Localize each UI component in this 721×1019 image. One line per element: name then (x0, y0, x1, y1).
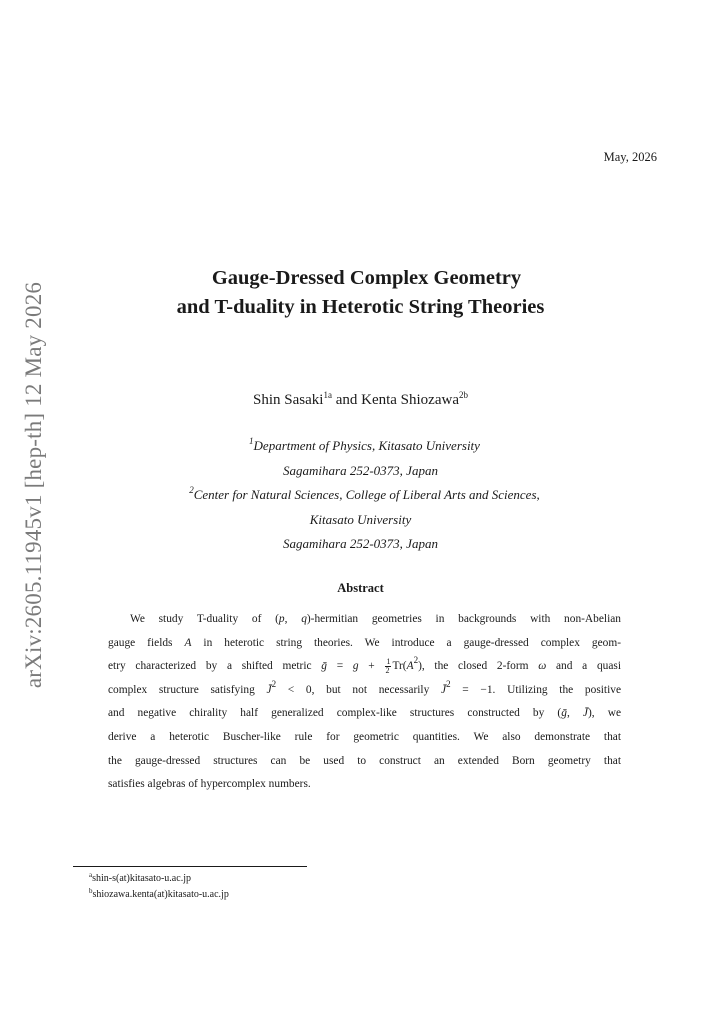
abstract-body (108, 608, 621, 797)
paper-title (0, 264, 721, 322)
fraction: $\frac{1}{2}$ (385, 657, 391, 676)
abstract-heading: Abstract (337, 581, 384, 595)
abstract-line: and negative chirality half generalized complex-like structures constructed by (ḡ, J̄), we (108, 707, 622, 720)
abstract-line: derive a heterotic Buscher-like rule for geometric quantities. We also demonstrate that (108, 730, 621, 743)
abstract-line: etry characterized by a shifted metric ḡ = g + $\frac{1}{2}$ $Tr(A^2)$, the closed 2-form ω and a quasi (108, 655, 621, 676)
author-1: Shin Sasaki (253, 392, 324, 408)
abstract-line: gauge fields A in heterotic string theories. We introduce a gauge-dressed complex geom- (108, 636, 622, 649)
affiliation-1-address: Sagamihara 252-0373, Japan (283, 462, 438, 478)
title-line-2: and T-duality in Heterotic String Theories (176, 296, 545, 318)
affiliations (0, 434, 721, 557)
abstract-line: complex structure satisfying J̄$^2$ < 0, but not necessarily J̄$^2$ = −1. Utilizing the positive (108, 678, 622, 696)
abstract-line: the gauge-dressed structures can be used to construct an extended Born geometry that (108, 754, 621, 767)
affiliation-1 (0, 434, 721, 459)
affiliation-2-dept: Center for Natural Sciences, College of Liberal Arts and Sciences, (193, 487, 540, 502)
affiliation-1-dept: Department of Physics, Kitasato University (253, 438, 480, 453)
date: May, 2026 (603, 150, 657, 164)
affiliation-2-university: Kitasato University (309, 511, 412, 527)
author-connector: and (331, 392, 362, 408)
footnote-a-email: shin-s(at)kitasato-u.ac.jp (92, 873, 191, 884)
footnotes (89, 871, 229, 902)
author-list (0, 392, 721, 409)
author-2: Kenta Shiozawa (361, 392, 459, 408)
affiliation-2-mark: 2 (189, 485, 194, 495)
abstract-line: satisfies algebras of hypercomplex numbers. (108, 778, 311, 791)
author-1-mark: 1a (323, 390, 332, 400)
affiliation-1-mark: 1 (249, 436, 254, 446)
title-line-1: Gauge-Dressed Complex Geometry (211, 267, 522, 289)
affiliation-2 (0, 483, 721, 508)
author-2-mark: 2b (459, 390, 468, 400)
footnote-b: $^b$shiozawa.kenta(at)kitasato-u.ac.jp (89, 886, 229, 900)
affiliation-2-address: Sagamihara 252-0373, Japan (283, 536, 438, 551)
abstract-line: We study T-duality of (p, q)-hermitian geometries in backgrounds with non-Abelian (130, 613, 621, 625)
footnote-a: $^a$shin-s(at)kitasato-u.ac.jp (89, 871, 191, 884)
footnote-rule (73, 866, 307, 867)
arxiv-identifier: arXiv:2605.11945v1 [hep-th] 12 May 2026 (21, 281, 47, 689)
footnote-b-email: shiozawa.kenta(at)kitasato-u.ac.jp (92, 888, 229, 900)
